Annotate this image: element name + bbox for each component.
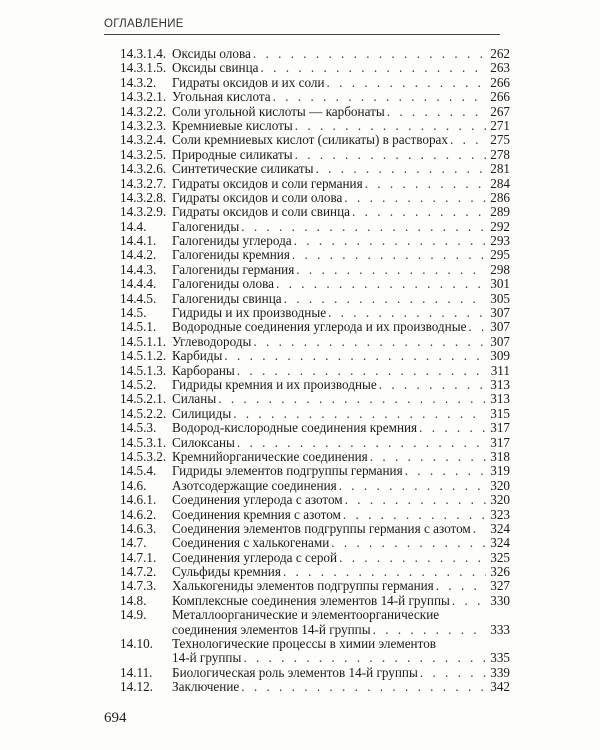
toc-entry-title: Карбиды xyxy=(172,348,223,364)
toc-entry xyxy=(120,421,510,435)
toc-entry-number: 14.5.3.2. xyxy=(120,448,167,464)
toc-entry-page: 307 xyxy=(490,305,510,321)
toc-entry-number: 14.3.2.9. xyxy=(120,204,167,220)
dot-leader xyxy=(218,392,486,406)
toc-entry-page: 295 xyxy=(490,247,510,263)
dot-leader xyxy=(237,436,486,450)
toc-entry-number: 14.5.1.2. xyxy=(120,348,167,364)
toc-entry-number: 14.5.2.2. xyxy=(120,405,167,421)
toc-entry xyxy=(120,608,510,637)
dot-leader xyxy=(316,162,486,176)
toc-entry xyxy=(120,522,510,536)
toc-entry-page: 289 xyxy=(490,204,510,220)
toc-entry-title: Соединения с халькогенами xyxy=(172,535,330,551)
dot-leader xyxy=(261,61,487,75)
toc-entry-title: Силициды xyxy=(172,405,232,421)
toc-entry-title: Силоксаны xyxy=(172,434,235,450)
toc-entry xyxy=(120,306,510,320)
toc-entry xyxy=(120,536,510,550)
toc-entry-number: 14.4.4. xyxy=(120,276,157,292)
toc-entry-page: 307 xyxy=(490,319,510,335)
toc-entry-title: Технологические процессы в химии элементов xyxy=(172,636,437,652)
toc-entry-title: Кремниевые кислоты xyxy=(172,117,293,133)
toc-entry-title: Соединения элементов подгруппы германия с азотом xyxy=(172,520,471,536)
toc-entry-number: 14.12. xyxy=(120,679,153,695)
toc-entry-number: 14.5.2. xyxy=(120,376,157,392)
toc-entry xyxy=(120,378,510,392)
toc-entry-title: Галогениды xyxy=(172,218,240,234)
toc-entry-title-continued: соединения элементов 14-й группы xyxy=(172,621,371,637)
dot-leader xyxy=(224,349,486,363)
toc-entry-number: 14.5.1.3. xyxy=(120,362,167,378)
dot-leader xyxy=(296,263,486,277)
toc-entry xyxy=(120,407,510,421)
dot-leader xyxy=(352,205,486,219)
dot-leader xyxy=(344,191,486,205)
dot-leader xyxy=(452,594,486,608)
toc-entry xyxy=(120,234,510,248)
toc-entry-number: 14.6.3. xyxy=(120,520,157,536)
toc-entry xyxy=(120,162,510,176)
toc-entry-number: 14.5. xyxy=(120,305,147,321)
table-of-contents xyxy=(120,47,510,695)
toc-entry xyxy=(120,248,510,262)
toc-entry xyxy=(120,76,510,90)
toc-entry-title: Соединения кремния с азотом xyxy=(172,506,341,522)
toc-entry-page: 342 xyxy=(490,679,510,695)
toc-entry-number: 14.3.2.7. xyxy=(120,175,167,191)
toc-entry-page: 286 xyxy=(490,189,510,205)
toc-entry xyxy=(120,551,510,565)
dot-leader xyxy=(420,666,486,680)
dot-leader xyxy=(243,651,486,665)
toc-entry-number: 14.7.1. xyxy=(120,549,157,565)
dot-leader xyxy=(373,623,486,637)
dot-leader xyxy=(345,493,486,507)
toc-entry-page: 320 xyxy=(490,477,510,493)
toc-entry-page: 313 xyxy=(490,391,510,407)
toc-entry-number: 14.6.1. xyxy=(120,492,157,508)
toc-entry-title: Водородные соединения углерода и их производные xyxy=(172,319,467,335)
dot-leader xyxy=(339,479,486,493)
dot-leader xyxy=(379,378,486,392)
dot-leader xyxy=(241,220,486,234)
toc-entry-number: 14.3.2.3. xyxy=(120,117,167,133)
toc-entry xyxy=(120,680,510,694)
toc-entry-number: 14.3.1.4. xyxy=(120,46,167,61)
toc-entry-page: 320 xyxy=(490,492,510,508)
dot-leader xyxy=(339,551,486,565)
toc-entry-title: Соли кремниевых кислот (силикаты) в растворах xyxy=(172,132,449,148)
toc-entry xyxy=(120,205,510,219)
toc-entry-title: Заключение xyxy=(172,679,240,695)
toc-entry-title: Водород-кислородные соединения кремния xyxy=(172,420,418,436)
toc-entry-number: 14.9. xyxy=(120,607,147,623)
toc-entry-title: Соединения углерода с азотом xyxy=(172,492,343,508)
toc-entry-number: 14.7.2. xyxy=(120,564,157,580)
toc-entry-number: 14.5.4. xyxy=(120,463,157,479)
toc-entry-number: 14.4.3. xyxy=(120,261,157,277)
toc-entry-number: 14.6. xyxy=(120,477,147,493)
toc-entry-title: Природные силикаты xyxy=(172,146,293,162)
toc-entry-page: 319 xyxy=(490,463,510,479)
toc-entry-title: Оксиды свинца xyxy=(172,60,259,76)
toc-entry xyxy=(120,47,510,61)
toc-entry xyxy=(120,148,510,162)
dot-leader xyxy=(292,248,486,262)
toc-entry-page: 266 xyxy=(490,74,510,90)
dot-leader xyxy=(241,680,486,694)
toc-entry xyxy=(120,364,510,378)
toc-entry xyxy=(120,450,510,464)
toc-entry xyxy=(120,105,510,119)
page-number: 694 xyxy=(104,710,127,726)
toc-entry-page: 317 xyxy=(490,420,510,436)
toc-entry-page: 318 xyxy=(490,448,510,464)
toc-entry xyxy=(120,61,510,75)
dot-leader xyxy=(343,508,486,522)
toc-entry xyxy=(120,335,510,349)
toc-entry-number: 14.5.3.1. xyxy=(120,434,167,450)
toc-entry-page: 275 xyxy=(490,132,510,148)
toc-entry-page: 335 xyxy=(490,650,510,666)
toc-entry-page: 317 xyxy=(490,434,510,450)
toc-entry xyxy=(120,565,510,579)
toc-entry-title: Гидраты оксидов и соли олова xyxy=(172,189,343,205)
toc-entry xyxy=(120,464,510,478)
dot-leader xyxy=(273,90,486,104)
toc-entry-title: Галогениды кремния xyxy=(172,247,290,263)
toc-entry xyxy=(120,320,510,334)
toc-entry-page: 301 xyxy=(490,276,510,292)
dot-leader xyxy=(473,522,486,536)
toc-entry xyxy=(120,594,510,608)
dot-leader xyxy=(436,579,486,593)
toc-entry xyxy=(120,133,510,147)
toc-entry-title: Галогениды углерода xyxy=(172,233,292,249)
dot-leader xyxy=(284,292,486,306)
toc-entry-number: 14.3.2. xyxy=(120,74,157,90)
toc-entry xyxy=(120,220,510,234)
dot-leader xyxy=(295,119,486,133)
toc-entry-title: Комплексные соединения элементов 14-й группы xyxy=(172,592,450,608)
toc-entry-title: Гидриды и их производные xyxy=(172,305,327,321)
toc-entry xyxy=(120,508,510,522)
toc-entry-page: 267 xyxy=(490,103,510,119)
toc-entry-number: 14.7. xyxy=(120,535,147,551)
toc-entry-page: 311 xyxy=(490,362,510,378)
toc-entry-title: Галогениды олова xyxy=(172,276,275,292)
dot-leader xyxy=(331,536,486,550)
toc-entry-page: 326 xyxy=(490,564,510,580)
dot-leader xyxy=(328,306,486,320)
toc-entry-number: 14.5.3. xyxy=(120,420,157,436)
toc-entry-title: Азотсодержащие соединения xyxy=(172,477,337,493)
toc-entry-title: Халькогениды элементов подгруппы германия xyxy=(172,578,434,594)
toc-entry-page: 339 xyxy=(490,664,510,680)
toc-entry-page: 271 xyxy=(490,117,510,133)
toc-entry-number: 14.10. xyxy=(120,636,153,652)
toc-entry-number: 14.4. xyxy=(120,218,147,234)
toc-entry-page: 298 xyxy=(490,261,510,277)
toc-entry-page: 324 xyxy=(490,535,510,551)
toc-entry-page: 293 xyxy=(490,233,510,249)
toc-entry xyxy=(120,191,510,205)
toc-entry xyxy=(120,177,510,191)
toc-entry xyxy=(120,119,510,133)
toc-entry-number: 14.4.5. xyxy=(120,290,157,306)
toc-entry-title: Соединения углерода с серой xyxy=(172,549,338,565)
toc-entry-page: 278 xyxy=(490,146,510,162)
toc-entry-page: 323 xyxy=(490,506,510,522)
toc-entry-number: 14.3.1.5. xyxy=(120,60,167,76)
toc-entry-title: Угольная кислота xyxy=(172,89,271,105)
toc-entry-title: Карбораны xyxy=(172,362,235,378)
toc-entry-page: 262 xyxy=(490,46,510,61)
toc-entry xyxy=(120,292,510,306)
toc-entry-number: 14.4.2. xyxy=(120,247,157,263)
toc-entry-page: 330 xyxy=(490,592,510,608)
toc-entry-number: 14.3.2.4. xyxy=(120,132,167,148)
toc-entry-number: 14.11. xyxy=(120,664,153,680)
toc-entry xyxy=(120,277,510,291)
dot-leader xyxy=(276,277,486,291)
toc-entry xyxy=(120,263,510,277)
toc-entry-number: 14.3.2.1. xyxy=(120,89,167,105)
toc-entry xyxy=(120,392,510,406)
toc-entry-page: 315 xyxy=(490,405,510,421)
toc-entry-page: 313 xyxy=(490,376,510,392)
toc-entry-page: 325 xyxy=(490,549,510,565)
dot-leader xyxy=(419,421,486,435)
toc-entry-number: 14.8. xyxy=(120,592,147,608)
dot-leader xyxy=(468,320,486,334)
toc-entry-title: Синтетические силикаты xyxy=(172,161,314,177)
toc-entry xyxy=(120,349,510,363)
toc-entry-page: 263 xyxy=(490,60,510,76)
toc-entry-title: Галогениды германия xyxy=(172,261,295,277)
toc-entry-page: 292 xyxy=(490,218,510,234)
dot-leader xyxy=(237,364,486,378)
toc-entry xyxy=(120,637,510,666)
toc-entry-number: 14.5.2.1. xyxy=(120,391,167,407)
dot-leader xyxy=(295,148,486,162)
toc-entry-number: 14.5.1.1. xyxy=(120,333,167,349)
toc-entry-title: Углеводороды xyxy=(172,333,252,349)
toc-entry-title: Металлоорганические и элементоорганические xyxy=(172,607,440,623)
toc-entry-title: Гидраты оксидов и соли германия xyxy=(172,175,363,191)
toc-entry-title-continued: 14-й группы xyxy=(172,650,242,666)
toc-entry-page: 307 xyxy=(490,333,510,349)
dot-leader xyxy=(233,407,486,421)
toc-entry xyxy=(120,579,510,593)
dot-leader xyxy=(294,234,486,248)
dot-leader xyxy=(283,565,486,579)
toc-entry-title: Соли угольной кислоты — карбонаты xyxy=(172,103,385,119)
dot-leader xyxy=(370,450,486,464)
toc-entry-title: Силаны xyxy=(172,391,217,407)
toc-entry-title: Гидриды элементов подгруппы германия xyxy=(172,463,403,479)
dot-leader xyxy=(253,47,486,61)
toc-entry-title: Галогениды свинца xyxy=(172,290,282,306)
toc-entry-number: 14.3.2.5. xyxy=(120,146,167,162)
running-header: ОГЛАВЛЕНИЕ xyxy=(104,18,500,35)
toc-entry-number: 14.6.2. xyxy=(120,506,157,522)
dot-leader xyxy=(450,133,486,147)
toc-entry-page: 284 xyxy=(490,175,510,191)
toc-entry-page: 266 xyxy=(490,89,510,105)
toc-entry-page: 281 xyxy=(490,161,510,177)
toc-entry-number: 14.3.2.2. xyxy=(120,103,167,119)
toc-entry-title: Гидраты оксидов и соли свинца xyxy=(172,204,350,220)
toc-entry-page: 305 xyxy=(490,290,510,306)
dot-leader xyxy=(327,76,486,90)
dot-leader xyxy=(387,105,486,119)
toc-entry xyxy=(120,90,510,104)
toc-entry xyxy=(120,493,510,507)
dot-leader xyxy=(405,464,486,478)
toc-entry xyxy=(120,436,510,450)
toc-entry-title: Гидриды кремния и их производные xyxy=(172,376,377,392)
toc-entry xyxy=(120,666,510,680)
toc-entry-title: Кремнийорганические соединения xyxy=(172,448,368,464)
toc-entry-number: 14.5.1. xyxy=(120,319,157,335)
toc-entry xyxy=(120,479,510,493)
toc-entry-number: 14.3.2.6. xyxy=(120,161,167,177)
toc-entry-title: Биологическая роль элементов 14-й группы xyxy=(172,664,418,680)
toc-entry-title: Оксиды олова xyxy=(172,46,251,61)
toc-entry-number: 14.3.2.8. xyxy=(120,189,167,205)
toc-entry-number: 14.7.3. xyxy=(120,578,157,594)
toc-entry-title: Гидраты оксидов и их соли xyxy=(172,74,325,90)
toc-entry-page: 333 xyxy=(490,621,510,637)
toc-entry-number: 14.4.1. xyxy=(120,233,157,249)
toc-entry-page: 324 xyxy=(490,520,510,536)
toc-entry-title: Сульфиды кремния xyxy=(172,564,281,580)
dot-leader xyxy=(365,177,486,191)
toc-entry-page: 309 xyxy=(490,348,510,364)
dot-leader xyxy=(253,335,486,349)
toc-entry-page: 327 xyxy=(490,578,510,594)
